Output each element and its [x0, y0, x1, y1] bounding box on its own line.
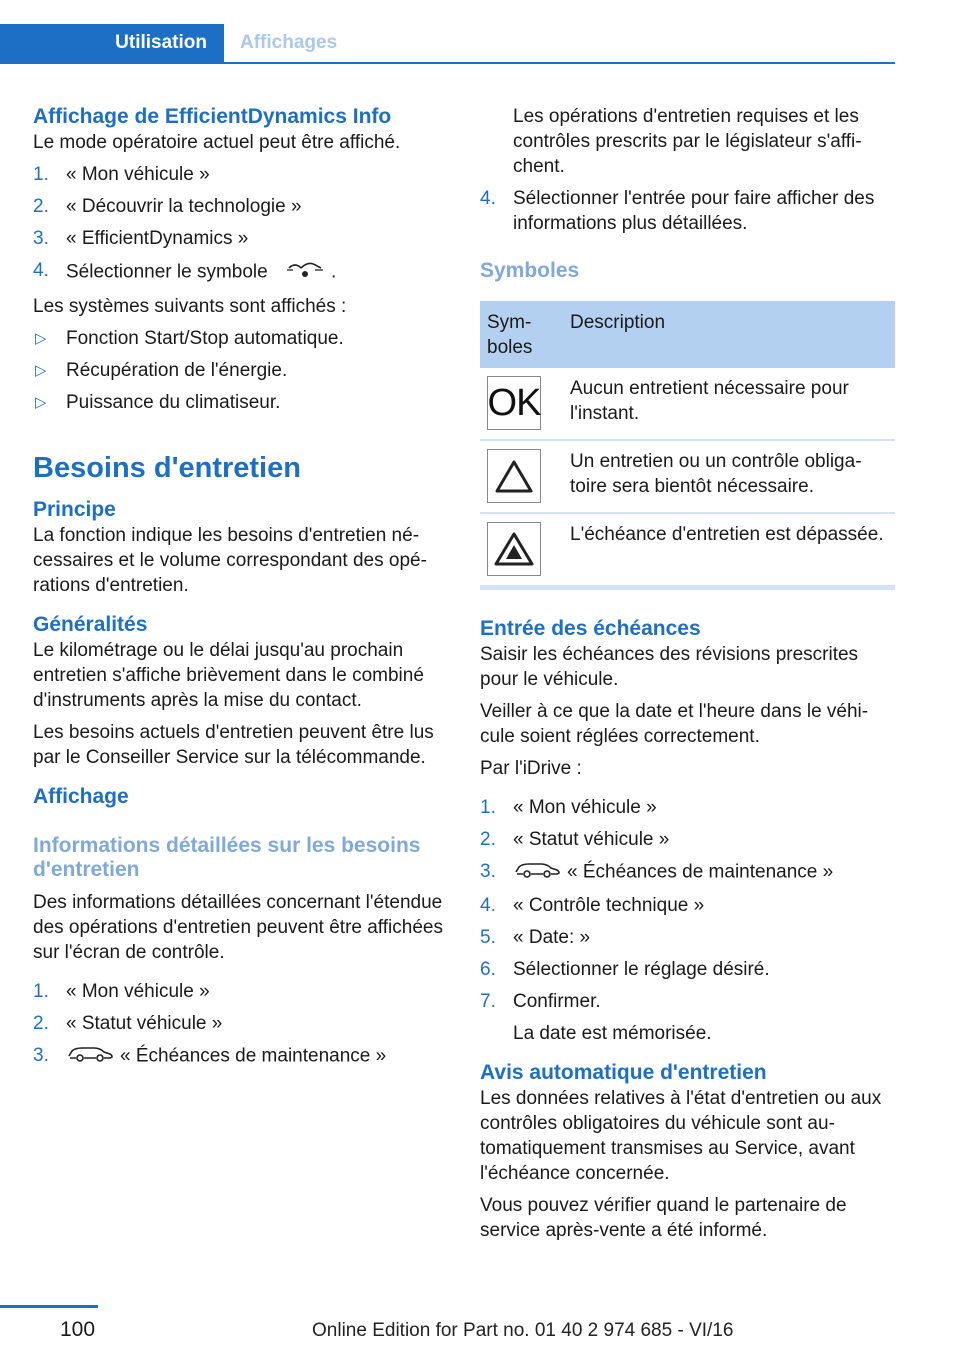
page-number: 100 — [60, 1318, 96, 1341]
list-item: 5. « Date: » — [480, 927, 591, 948]
list-item: 7. Confirmer. La date est mémorisée. — [480, 989, 895, 1046]
list-item: 6. Sélectionner le réglage désiré. — [480, 959, 770, 980]
list-item: 1. « Mon véhicule » — [33, 981, 210, 1002]
dates-p3: Par l'iDrive : — [480, 758, 582, 779]
edition-footer: Online Edition for Part no. 01 40 2 974 685 - VI/16 — [312, 1320, 734, 1341]
dates-p2: Veiller à ce que la date et l'heure dans le véhicule soient réglées correctement. — [480, 701, 869, 747]
list-item: ▷ Puissance du climatiseur. — [35, 392, 281, 413]
dates-p1: Saisir les échéances des révisions prescrites pour le véhicule. — [480, 644, 859, 690]
symbols-title: Symboles — [480, 259, 580, 282]
systems-list — [33, 326, 448, 415]
list-item: ▷ Récupération de l'énergie. — [35, 360, 288, 381]
effdyn-steps — [33, 162, 448, 287]
auto-title: Avis automatique d'entretien — [480, 1061, 767, 1084]
general-title: Généralités — [33, 613, 148, 636]
principle-text: La fonction indique les besoins d'entretien nécessaires et le volume correspondant des opérations d'entretien. — [33, 525, 427, 596]
list-item: 4. Sélectionner le symbole . — [33, 258, 448, 287]
systems-intro: Les systèmes suivants sont affichés : — [33, 296, 347, 317]
header-tab-bar — [0, 24, 895, 64]
details-steps — [33, 979, 448, 1070]
table-header-row — [480, 301, 895, 368]
details-title: Informations détaillées sur les besoins d'entretien — [33, 834, 421, 881]
list-item: 4. « Contrôle technique » — [480, 895, 705, 916]
principle-title: Principe — [33, 498, 116, 521]
ok-icon: OK — [487, 376, 541, 430]
symbols-table — [480, 301, 895, 590]
list-item: 2. « Statut véhicule » — [480, 829, 670, 850]
dates-steps — [480, 795, 895, 1046]
list-item: 4. Sélectionner l'entrée pour faire afficher des informations plus détaillées. — [480, 188, 875, 234]
table-row — [480, 368, 895, 440]
list-item: 2. « Découvrir la technologie » — [33, 196, 302, 217]
triangle-bullet-icon: ▷ — [35, 362, 47, 379]
auto-p2: Vous pouvez vérifier quand le partenaire de service après-vente a été informé. — [480, 1195, 847, 1241]
tab-utilisation[interactable]: Utilisation — [0, 24, 224, 62]
list-item: 3. « Échéances de maintenance » — [33, 1043, 448, 1070]
triangle-bullet-icon: ▷ — [35, 394, 47, 411]
right-column — [480, 104, 895, 1250]
column-header-symbol: Symboles — [480, 301, 563, 368]
display-title: Affichage — [33, 785, 129, 808]
list-item: 1. « Mon véhicule » — [33, 164, 210, 185]
column-header-description: Description — [563, 301, 895, 368]
row-description: Un entretien ou un contrôle obligatoire sera bientôt nécessaire. — [563, 440, 895, 513]
list-item: 3. « Échéances de maintenance » — [480, 859, 895, 886]
auto-p1: Les données relatives à l'état d'entretien ou aux contrôles obligatoires du véhicule sont automatiquement transmises au Service, avant l'échéance concernée. — [480, 1088, 882, 1184]
car-icon — [513, 859, 561, 886]
row-description: Aucun entretient nécessaire pour l'instant. — [563, 368, 895, 440]
warning-triangle-icon — [487, 449, 541, 503]
step-note: La date est mémorisée. — [513, 1023, 712, 1044]
continuation-text: Les opérations d'entretien requises et les contrôles prescrits par le législateur s'affichent. — [513, 106, 862, 177]
car-icon — [66, 1043, 114, 1070]
tab-affichages[interactable]: Affichages — [240, 32, 338, 53]
list-item: ▷ Fonction Start/Stop automatique. — [35, 328, 344, 349]
efficient-dynamics-icon — [285, 258, 325, 287]
triangle-bullet-icon: ▷ — [35, 330, 47, 347]
table-row — [480, 440, 895, 513]
row-description: L'échéance d'entretien est dépassée. — [563, 513, 895, 588]
list-item: 1. « Mon véhicule » — [480, 797, 657, 818]
general-p1: Le kilométrage ou le délai jusqu'au prochain entretien s'affiche brièvement dans le combiné d'instruments après la mise du contact. — [33, 640, 424, 711]
list-item: 3. « EfficientDynamics » — [33, 228, 249, 249]
left-column — [33, 104, 448, 1077]
effdyn-title: Affichage de EfficientDynamics Info — [33, 105, 392, 128]
general-p2: Les besoins actuels d'entretien peuvent être lus par le Conseiller Service sur la télécommande. — [33, 722, 434, 768]
continuation-steps — [480, 186, 895, 236]
dates-title: Entrée des échéances — [480, 617, 701, 640]
main-heading: Besoins d'entretien — [33, 452, 301, 484]
hazard-triangle-icon — [487, 522, 541, 576]
page-number-bar — [0, 1305, 98, 1308]
effdyn-intro: Le mode opératoire actuel peut être affiché. — [33, 132, 401, 153]
table-row — [480, 513, 895, 588]
details-text: Des informations détaillées concernant l'étendue des opérations d'entretien peuvent être affichées sur l'écran de contrôle. — [33, 892, 443, 963]
list-item: 2. « Statut véhicule » — [33, 1013, 223, 1034]
